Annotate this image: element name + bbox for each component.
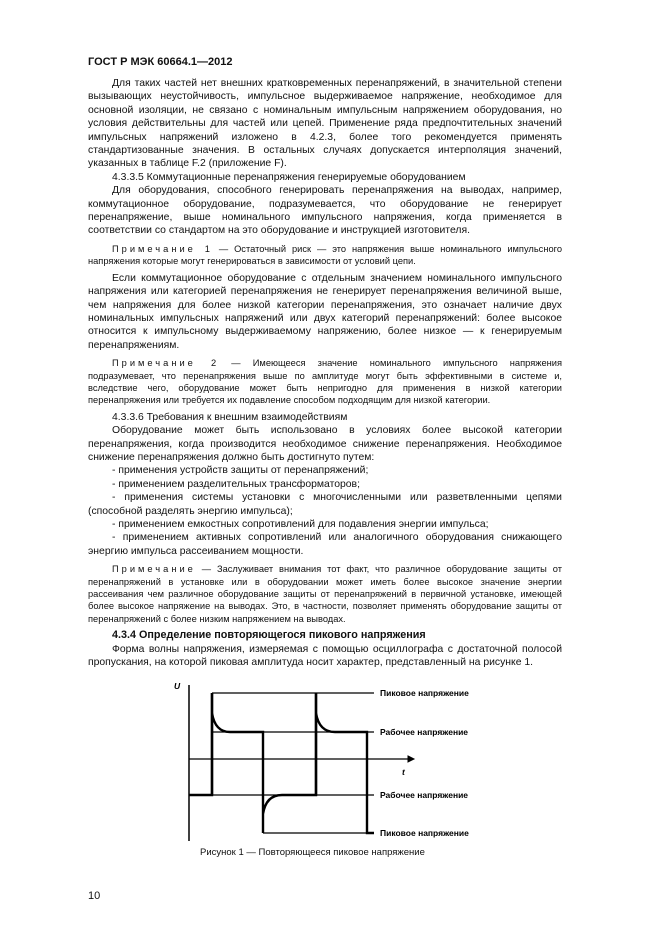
- list-item: - применения системы установки с многочисленными или разветвленными цепями (способной разделять энергию импульса);: [88, 492, 562, 517]
- x-axis-label: t: [402, 767, 405, 778]
- label-peak-top: Пиковое напряжение: [380, 688, 469, 699]
- note-1: [88, 243, 562, 268]
- section-heading: 4.3.3.6 Требования к внешним взаимодействиям: [112, 411, 348, 423]
- waveform: [189, 693, 374, 833]
- paragraph: Оборудование может быть использовано в условиях более высокой категории перенапряжения, когда производится необходимое снижение перенапряжения. Необходимое снижение перенапряжения должно быть достигнуто путем:: [88, 425, 562, 463]
- note-text: — Остаточный риск — это напряжения выше номинального импульсного напряжения которые могут генерироваться в зависимости от условий цепи.: [88, 243, 562, 267]
- paragraph: Для таких частей нет внешних кратковременных перенапряжений, в значительной степени вызывающих неустойчивость, импульсное выдерживаемое напряжение, необходимое для основной изоляции, не связано с номинальным импульсным напряжением оборудования, но условия действительны для частей или цепей. Применение ряда предпочтительных значений импульсных напряжений изложено в 4.2.3, более того рекомендуется применять стандартизованные значения. В остальных случаях допускается интерполяция значений, указанных в таблице F.2 (приложение F).: [88, 78, 562, 170]
- list-item: - применением разделительных трансформаторов;: [112, 478, 360, 490]
- note-label: Примечание: [112, 564, 196, 575]
- label-peak-bottom: Пиковое напряжение: [380, 828, 469, 839]
- paragraph: Форма волны напряжения, измеряемая с помощью осциллографа с достаточной полосой пропускания, на которой пиковая амплитуда носит характер, представленный на рисунке 1.: [88, 643, 562, 669]
- document-header: ГОСТ Р МЭК 60664.1—2012: [88, 56, 233, 68]
- paragraph: Для оборудования, способного генерировать перенапряжения на выводах, например, коммутационное оборудование, подразумевается, что оборудование не генерирует перенапряжение, выше номинального импульсного напряжения, когда применяется в соответствии со стандартом на это оборудование и инструкцией изготовителя.: [88, 185, 562, 237]
- note-3: [88, 563, 562, 625]
- section-heading-bold: 4.3.4 Определение повторяющегося пикового напряжения: [112, 629, 426, 642]
- label-working-bottom: Рабочее напряжение: [380, 790, 469, 801]
- label-working-top: Рабочее напряжение: [380, 727, 469, 738]
- figure-caption: Рисунок 1 — Повторяющееся пиковое напряжение: [200, 847, 425, 859]
- note-label: Примечание 2: [112, 358, 220, 369]
- note-2: [88, 357, 562, 407]
- x-axis-arrow: [408, 756, 414, 762]
- list-item: - применения устройств защиты от перенапряжений;: [112, 465, 369, 477]
- list-item: - применением емкостных сопротивлений для подавления энергии импульса;: [112, 519, 489, 530]
- document-body: [88, 77, 562, 859]
- note-text: — Имеющееся значение номинального импульсного напряжения подразумевает, что перенапряжения выше по амплитуде могут быть эффективными в системе и, вследствие чего, оборудование может быть непригодно для применения в низкой категории перенапряжения или требуется их подавление способом подходящим для низкой категории.: [88, 358, 562, 406]
- y-axis-label: U: [174, 681, 181, 692]
- note-label: Примечание 1: [112, 243, 213, 254]
- paragraph: Если коммутационное оборудование с отдельным значением номинального импульсного напряжения или категорией перенапряжения не генерирует перенапряжения величиной выше, чем напряжения для более низкой категории перенапряжения, это означает наличие двух номинальных импульсных напряжений или двух категорий перенапряжений: более высокое относится к импульсному выдерживаемому напряжению, более низкое — к генерируемым перенапряжениям.: [88, 272, 562, 351]
- section-heading: 4.3.3.5 Коммутационные перенапряжения генерируемые оборудованием: [112, 171, 466, 183]
- note-text: — Заслуживает внимания тот факт, что различное оборудование защиты от перенапряжений в установке или в оборудовании может иметь более высокое значение энергии рассеивания чем различное оборудование защиты от перенапряжений в первичной установке, имеющей более высокое напряжение на выводах. Это, в частности, позволяет применять оборудование защиты от перенапряжений с более низким напряжением на выводах.: [88, 564, 562, 624]
- figure-1-waveform: [160, 677, 490, 845]
- list-item: - применением активных сопротивлений или аналогичного оборудования снижающего энергию импульса рассеиванием мощности.: [88, 532, 562, 557]
- page-number: 10: [88, 890, 101, 903]
